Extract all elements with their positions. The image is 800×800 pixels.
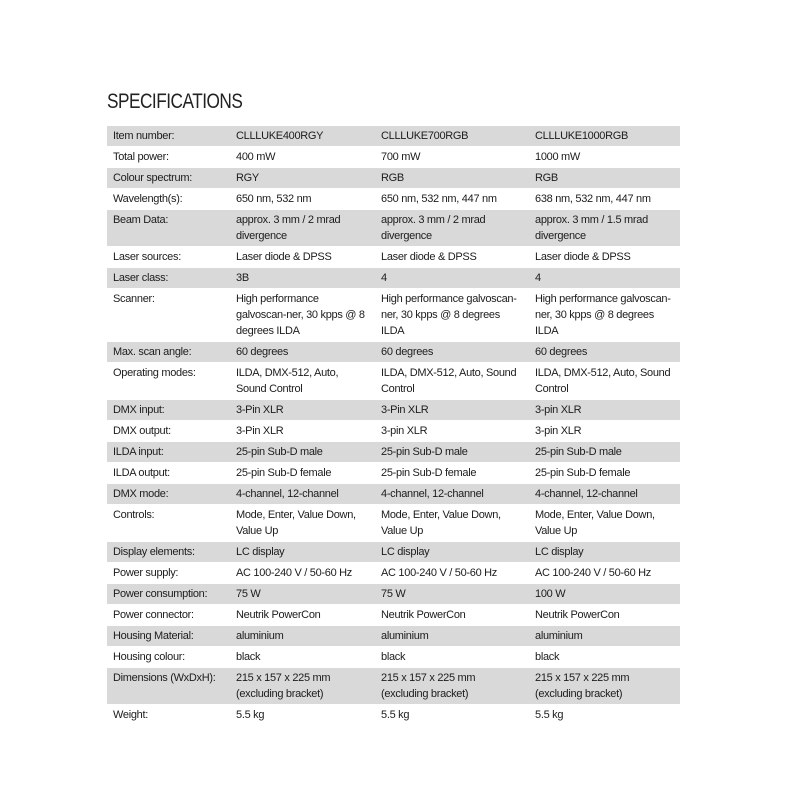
spec-value-model-1: RGY <box>230 168 375 189</box>
spec-row-power-connector <box>107 605 680 626</box>
spec-row-power-supply <box>107 563 680 584</box>
spec-value-model-3: Mode, Enter, Value Down, Value Up <box>529 505 680 542</box>
spec-value-model-2: 215 x 157 x 225 mm (excluding bracket) <box>375 668 529 705</box>
spec-value-model-3: Neutrik PowerCon <box>529 605 680 626</box>
spec-label: Wavelength(s): <box>107 189 230 210</box>
spec-value-model-1: 3-Pin XLR <box>230 400 375 421</box>
spec-value-model-1: aluminium <box>230 626 375 647</box>
spec-value-model-2: ILDA, DMX-512, Auto, Sound Control <box>375 363 529 400</box>
spec-value-model-2: black <box>375 647 529 668</box>
spec-value-model-2: RGB <box>375 168 529 189</box>
spec-value-model-2: 75 W <box>375 584 529 605</box>
spec-value-model-3: 638 nm, 532 nm, 447 nm <box>529 189 680 210</box>
spec-label: Scanner: <box>107 289 230 342</box>
spec-value-model-3: 60 degrees <box>529 342 680 363</box>
spec-value-model-3: RGB <box>529 168 680 189</box>
spec-value-model-3: 4 <box>529 268 680 289</box>
spec-label: Controls: <box>107 505 230 542</box>
spec-row-beam-data <box>107 210 680 247</box>
spec-value-model-3: approx. 3 mm / 1.5 mrad divergence <box>529 210 680 247</box>
spec-value-model-1: Laser diode & DPSS <box>230 247 375 268</box>
spec-value-model-2: CLLLUKE700RGB <box>375 126 529 147</box>
spec-value-model-3: High performance galvoscan-ner, 30 kpps @ 8 degrees ILDA <box>529 289 680 342</box>
spec-label: DMX output: <box>107 421 230 442</box>
spec-label: Power supply: <box>107 563 230 584</box>
spec-row-dmx-input <box>107 400 680 421</box>
spec-value-model-1: 215 x 157 x 225 mm (excluding bracket) <box>230 668 375 705</box>
spec-row-laser-sources <box>107 247 680 268</box>
spec-value-model-1: 75 W <box>230 584 375 605</box>
spec-label: DMX input: <box>107 400 230 421</box>
spec-value-model-2: aluminium <box>375 626 529 647</box>
spec-label: Operating modes: <box>107 363 230 400</box>
spec-value-model-1: AC 100-240 V / 50-60 Hz <box>230 563 375 584</box>
spec-value-model-2: High performance galvoscan-ner, 30 kpps @ 8 degrees ILDA <box>375 289 529 342</box>
spec-label: Power connector: <box>107 605 230 626</box>
spec-value-model-1: 25-pin Sub-D female <box>230 463 375 484</box>
spec-label: Weight: <box>107 705 230 726</box>
spec-label: ILDA input: <box>107 442 230 463</box>
spec-value-model-1: 3-Pin XLR <box>230 421 375 442</box>
spec-value-model-1: 60 degrees <box>230 342 375 363</box>
spec-value-model-1: 25-pin Sub-D male <box>230 442 375 463</box>
spec-value-model-3: 215 x 157 x 225 mm (excluding bracket) <box>529 668 680 705</box>
spec-label: Power consumption: <box>107 584 230 605</box>
spec-row-max-scan-angle <box>107 342 680 363</box>
spec-value-model-3: 3-pin XLR <box>529 400 680 421</box>
spec-value-model-2: Mode, Enter, Value Down, Value Up <box>375 505 529 542</box>
spec-value-model-2: 700 mW <box>375 147 529 168</box>
spec-value-model-2: 25-pin Sub-D female <box>375 463 529 484</box>
spec-value-model-3: 25-pin Sub-D female <box>529 463 680 484</box>
spec-row-wavelengths <box>107 189 680 210</box>
spec-value-model-2: LC display <box>375 542 529 563</box>
spec-value-model-3: 4-channel, 12-channel <box>529 484 680 505</box>
spec-value-model-1: 3B <box>230 268 375 289</box>
spec-label: Display elements: <box>107 542 230 563</box>
spec-label: Laser sources: <box>107 247 230 268</box>
spec-value-model-2: AC 100-240 V / 50-60 Hz <box>375 563 529 584</box>
spec-row-total-power <box>107 147 680 168</box>
spec-label: Housing colour: <box>107 647 230 668</box>
spec-value-model-1: High performance galvoscan-ner, 30 kpps @ 8 degrees ILDA <box>230 289 375 342</box>
spec-label: Beam Data: <box>107 210 230 247</box>
spec-value-model-2: 25-pin Sub-D male <box>375 442 529 463</box>
spec-label: Max. scan angle: <box>107 342 230 363</box>
spec-value-model-3: 3-pin XLR <box>529 421 680 442</box>
spec-row-dmx-mode <box>107 484 680 505</box>
page-title: SPECIFICATIONS <box>107 90 243 113</box>
spec-label: ILDA output: <box>107 463 230 484</box>
spec-value-model-3: ILDA, DMX-512, Auto, Sound Control <box>529 363 680 400</box>
spec-value-model-2: Laser diode & DPSS <box>375 247 529 268</box>
spec-value-model-1: Neutrik PowerCon <box>230 605 375 626</box>
spec-value-model-1: CLLLUKE400RGY <box>230 126 375 147</box>
spec-value-model-1: 4-channel, 12-channel <box>230 484 375 505</box>
spec-value-model-3: 5.5 kg <box>529 705 680 726</box>
spec-value-model-2: Neutrik PowerCon <box>375 605 529 626</box>
spec-value-model-3: aluminium <box>529 626 680 647</box>
spec-value-model-3: 25-pin Sub-D male <box>529 442 680 463</box>
spec-value-model-1: 650 nm, 532 nm <box>230 189 375 210</box>
spec-value-model-2: 5.5 kg <box>375 705 529 726</box>
spec-value-model-1: LC display <box>230 542 375 563</box>
spec-label: Laser class: <box>107 268 230 289</box>
spec-value-model-2: 3-Pin XLR <box>375 400 529 421</box>
spec-row-display-elements <box>107 542 680 563</box>
spec-value-model-1: 5.5 kg <box>230 705 375 726</box>
spec-value-model-3: CLLLUKE1000RGB <box>529 126 680 147</box>
spec-row-power-consumption <box>107 584 680 605</box>
spec-value-model-3: Laser diode & DPSS <box>529 247 680 268</box>
spec-row-controls <box>107 505 680 542</box>
spec-row-laser-class <box>107 268 680 289</box>
spec-value-model-1: approx. 3 mm / 2 mrad divergence <box>230 210 375 247</box>
spec-label: DMX mode: <box>107 484 230 505</box>
spec-value-model-3: AC 100-240 V / 50-60 Hz <box>529 563 680 584</box>
spec-value-model-2: 3-pin XLR <box>375 421 529 442</box>
spec-value-model-2: approx. 3 mm / 2 mrad divergence <box>375 210 529 247</box>
spec-value-model-2: 650 nm, 532 nm, 447 nm <box>375 189 529 210</box>
spec-value-model-2: 60 degrees <box>375 342 529 363</box>
spec-value-model-3: LC display <box>529 542 680 563</box>
spec-row-scanner <box>107 289 680 342</box>
spec-value-model-1: black <box>230 647 375 668</box>
spec-value-model-1: Mode, Enter, Value Down, Value Up <box>230 505 375 542</box>
spec-label: Total power: <box>107 147 230 168</box>
spec-value-model-3: 1000 mW <box>529 147 680 168</box>
spec-row-housing-colour <box>107 647 680 668</box>
spec-row-item-number <box>107 126 680 147</box>
spec-row-ilda-input <box>107 442 680 463</box>
spec-row-dmx-output <box>107 421 680 442</box>
spec-row-operating-modes <box>107 363 680 400</box>
spec-row-weight <box>107 705 680 726</box>
spec-label: Item number: <box>107 126 230 147</box>
spec-label: Housing Material: <box>107 626 230 647</box>
specifications-table <box>107 126 680 726</box>
spec-value-model-3: 100 W <box>529 584 680 605</box>
spec-row-ilda-output <box>107 463 680 484</box>
spec-row-colour-spectrum <box>107 168 680 189</box>
spec-label: Colour spectrum: <box>107 168 230 189</box>
spec-value-model-1: ILDA, DMX-512, Auto, Sound Control <box>230 363 375 400</box>
spec-value-model-2: 4-channel, 12-channel <box>375 484 529 505</box>
spec-value-model-2: 4 <box>375 268 529 289</box>
spec-value-model-1: 400 mW <box>230 147 375 168</box>
spec-row-dimensions <box>107 668 680 705</box>
spec-label: Dimensions (WxDxH): <box>107 668 230 705</box>
spec-value-model-3: black <box>529 647 680 668</box>
spec-row-housing-material <box>107 626 680 647</box>
